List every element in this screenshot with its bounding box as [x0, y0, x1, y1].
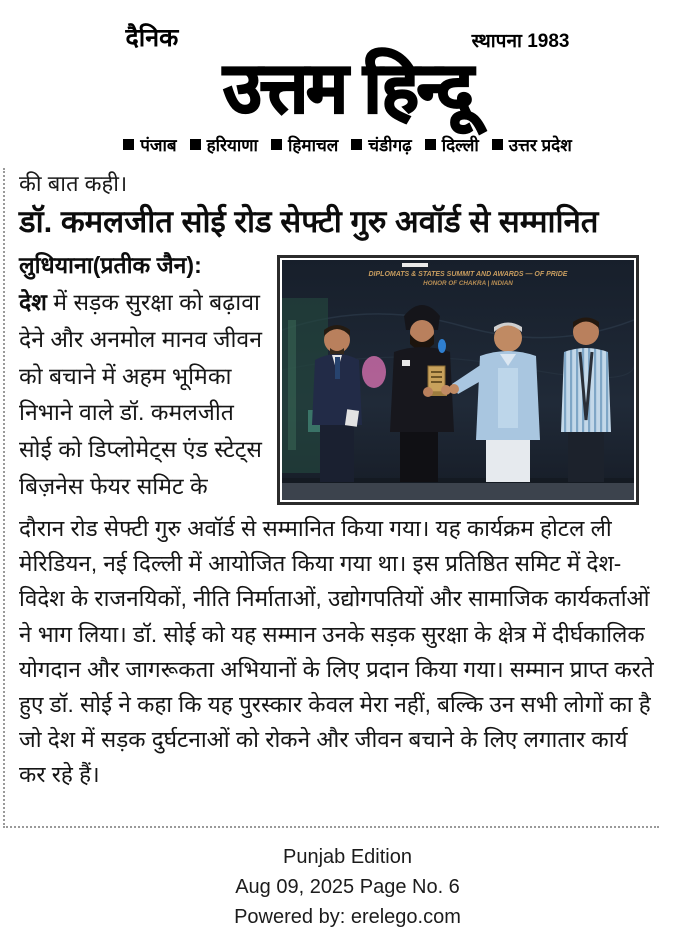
region-tag	[190, 133, 258, 156]
square-bullet-icon	[271, 139, 282, 150]
powered-by-label: Powered by: erelego.com	[234, 906, 461, 928]
date-page-label: Aug 09, 2025 Page No. 6	[235, 876, 460, 898]
stage-floor	[282, 482, 634, 500]
article-columns	[19, 247, 659, 505]
region-label: पंजाब	[140, 136, 177, 155]
screen-pink-glow	[362, 356, 386, 388]
region-label: हिमाचल	[287, 136, 339, 155]
masthead-inner	[124, 26, 572, 156]
article-clip	[3, 168, 659, 828]
region-tag	[492, 133, 572, 156]
square-bullet-icon	[492, 139, 503, 150]
square-bullet-icon	[190, 139, 201, 150]
masthead-regions	[124, 133, 572, 156]
lead-word: देश	[19, 289, 47, 316]
edition-label: Punjab Edition	[283, 846, 412, 868]
region-label: चंडीगढ़	[368, 136, 412, 155]
region-label: उत्तर प्रदेश	[508, 136, 572, 155]
previous-article-fragment: की बात कही।	[19, 171, 128, 196]
intro-text: में सड़क सुरक्षा को बढ़ावा देने और अनमोल मानव जीवन को बचाने में अहम भूमिका निभाने वाले डॉ. कमलजीत सोई को डिप्लोमेट्स एंड स्टेट्स बिज़नेस फेयर समिट के	[19, 289, 262, 500]
masthead	[0, 26, 695, 156]
region-tag	[271, 133, 338, 156]
region-label: दिल्ली	[441, 136, 479, 155]
masthead-top-row	[124, 26, 572, 51]
region-tag	[123, 133, 176, 156]
banner-text-line1: DIPLOMATS & STATES SUMMIT AND AWARDS — OF PRIDE	[368, 271, 568, 279]
article-intro	[19, 247, 271, 505]
square-bullet-icon	[351, 139, 362, 150]
square-bullet-icon	[425, 139, 436, 150]
region-tag	[351, 133, 411, 156]
region-tag	[425, 133, 479, 156]
square-bullet-icon	[123, 139, 134, 150]
microphone	[438, 339, 446, 353]
region-label: हरियाणा	[206, 136, 258, 155]
article-body: दौरान रोड सेफ्टी गुरु अवॉर्ड से सम्मानित किया गया। यह कार्यक्रम होटल ली मेरिडियन, नई दिल्ली में आयोजित किया गया था। इस प्रतिष्ठित समिट में देश-विदेश के राजनयिकों, नीति निर्माताओं, उद्योगपतियों और सामाजिक कार्यकर्ताओं ने भाग लिया। डॉ. सोई को यह सम्मान उनके सड़क सुरक्षा के क्षेत्र में दीर्घकालिक योगदान और जागरूकता अभियानों के लिए प्रदान किया गया। सम्मान प्राप्त करते हुए डॉ. सोई ने कहा कि यह पुरस्कार केवल मेरा नहीं, बल्कि उन सभी लोगों का है जो देश में सड़क दुर्घटनाओं को रोकने और जीवन बचाने के लिए लगातार कार्य कर रहे हैं।	[19, 516, 654, 787]
page-footer	[0, 842, 695, 929]
award-ceremony-photo	[277, 255, 639, 505]
banner-logo-mark	[402, 263, 428, 267]
banner-text-line2: HONOR OF CHAKRA | INDIAN	[423, 280, 513, 288]
dateline: लुधियाना(प्रतीक जैन):	[19, 252, 202, 279]
daily-label: दैनिक	[125, 24, 179, 52]
award-photo-illustration	[282, 260, 634, 500]
newspaper-logo: उत्तम हिन्दू	[223, 49, 472, 127]
established-label: स्थापना 1983	[471, 31, 570, 52]
article-headline: डॉ. कमलजीत सोई रोड सेफ्टी गुरु अवॉर्ड से सम्मानित	[19, 203, 599, 239]
